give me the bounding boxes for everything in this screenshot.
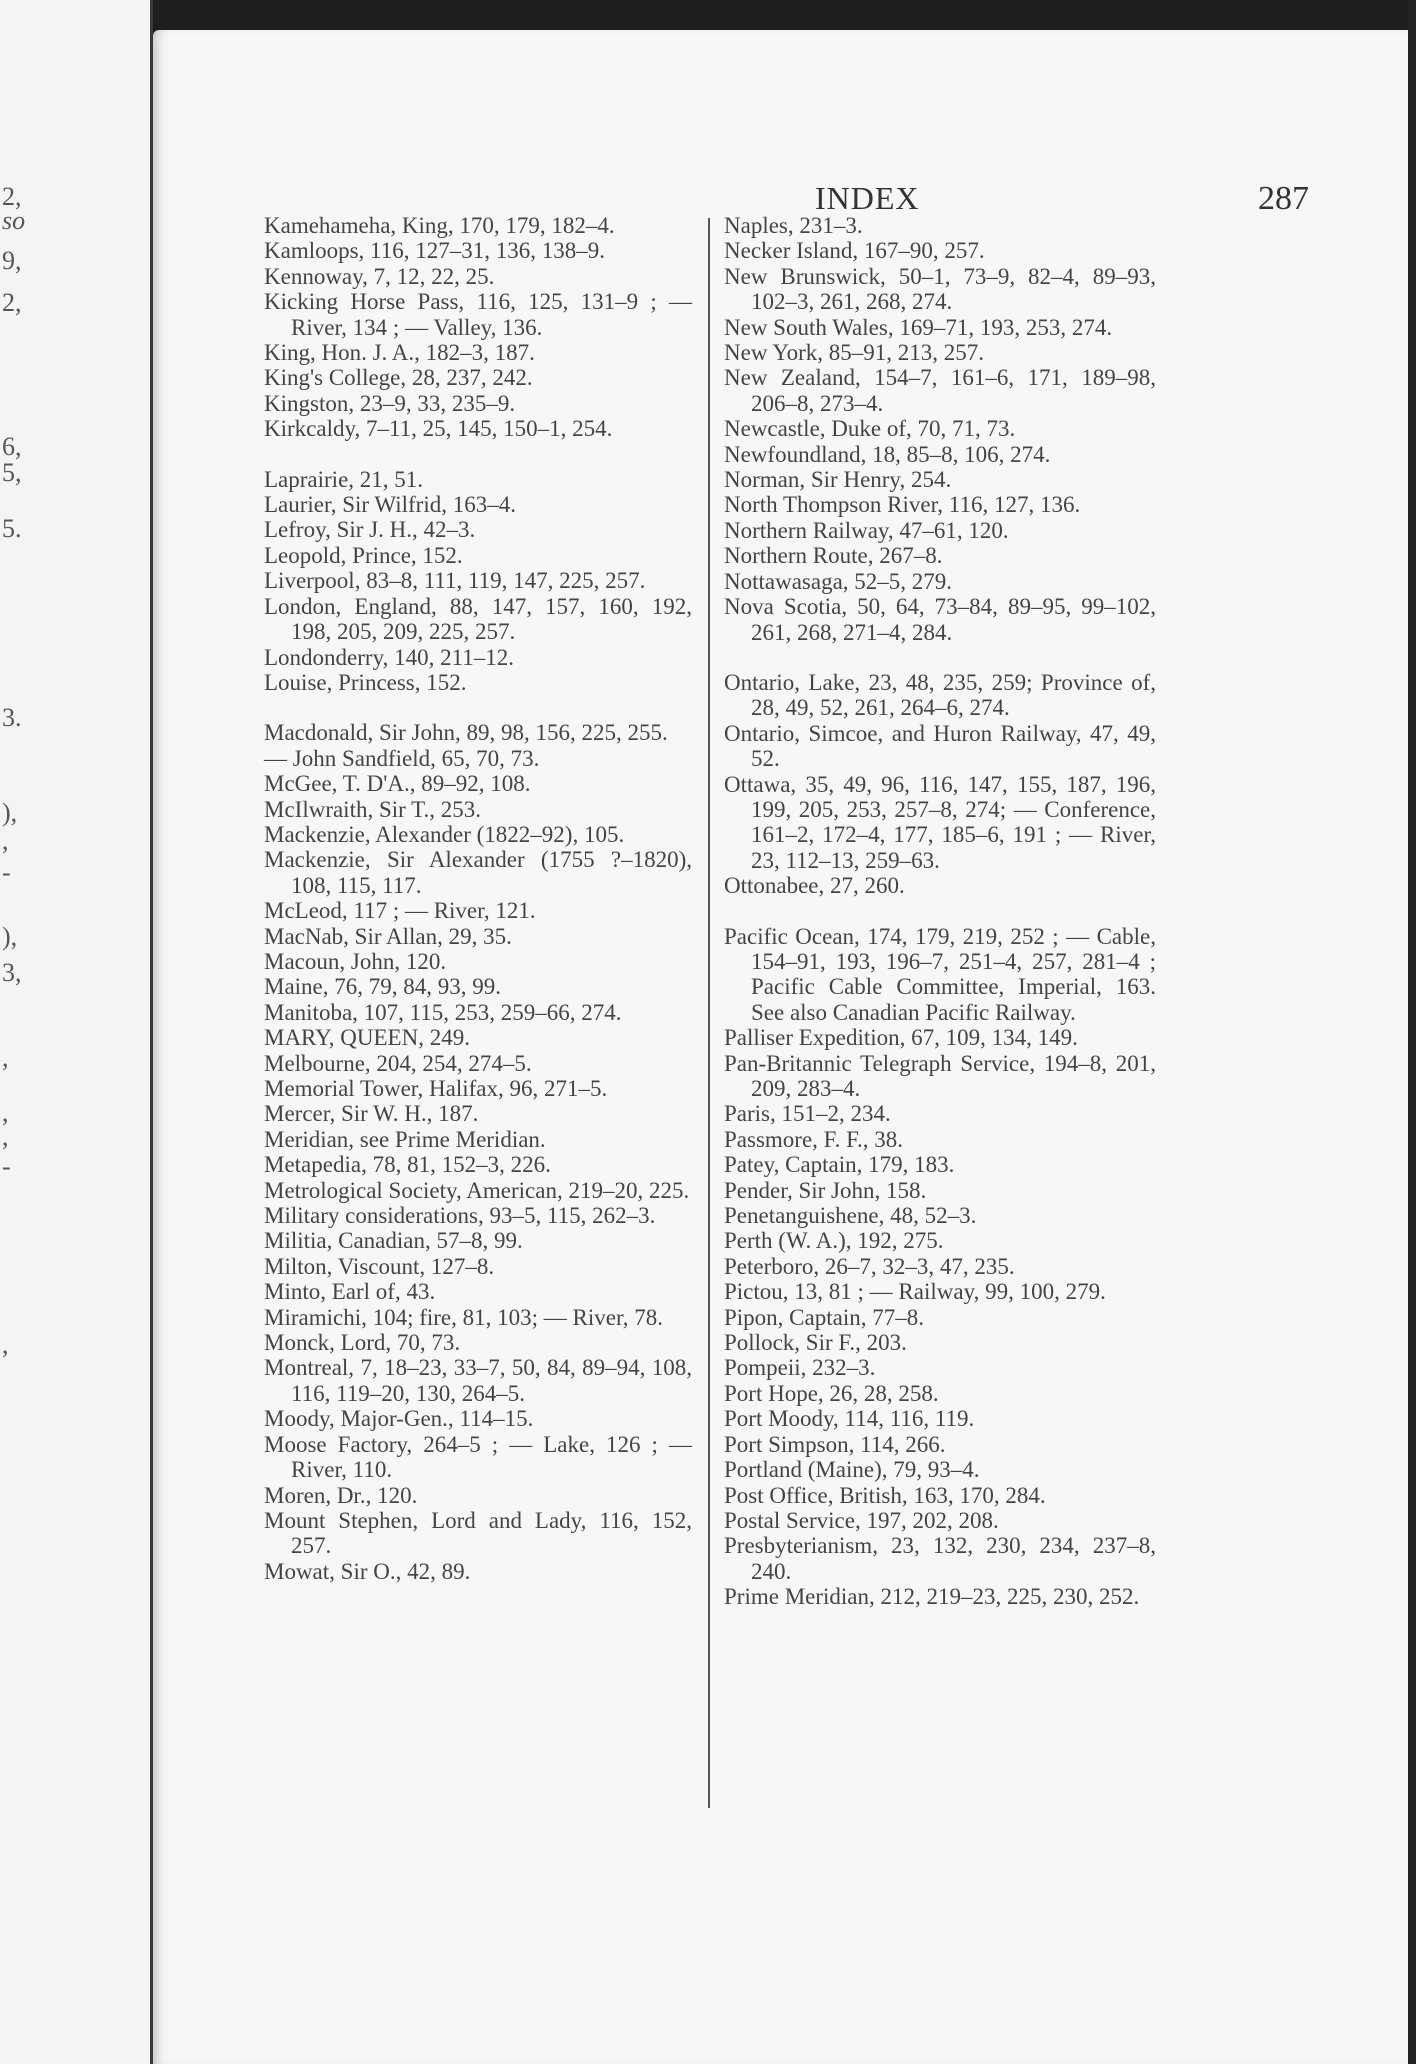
- column-divider: [708, 218, 710, 1808]
- index-entry: King's College, 28, 237, 242.: [264, 365, 533, 391]
- index-entry: Northern Railway, 47–61, 120.: [724, 517, 1009, 543]
- index-entry: Memorial Tower, Halifax, 96, 271–5.: [264, 1076, 608, 1101]
- index-entry: Post Office, British, 163, 170, 284.: [724, 1482, 1046, 1508]
- index-entry: Minto, Earl of, 43.: [264, 1279, 436, 1305]
- previous-page-edge: [0, 0, 153, 2064]
- previous-page-fragment: ,: [2, 1043, 9, 1072]
- index-entry: London, England, 88, 147, 157, 160, 192, 198, 205, 209, 225, 257.: [264, 593, 692, 645]
- index-entry: Ontario, Lake, 23, 48, 235, 259; Province of, 28, 49, 52, 261, 264–6, 274.: [724, 669, 1156, 721]
- index-column-right: [724, 213, 1156, 1610]
- index-entry: Port Simpson, 114, 266.: [724, 1431, 946, 1457]
- index-entry: Pictou, 13, 81 ; — Railway, 99, 100, 279.: [724, 1279, 1106, 1305]
- index-entry: Mackenzie, Sir Alexander (1755 ?–1820), 108, 115, 117.: [264, 847, 692, 898]
- index-entry: MacNab, Sir Allan, 29, 35.: [264, 923, 512, 949]
- previous-page-fragment: ),: [2, 922, 18, 951]
- index-entry: Kicking Horse Pass, 116, 125, 131–9 ; — River, 134 ; — Valley, 136.: [264, 289, 692, 340]
- index-entry: Necker Island, 167–90, 257.: [724, 238, 985, 264]
- index-entry: Newcastle, Duke of, 70, 71, 73.: [724, 416, 1016, 442]
- index-entry: Macdonald, Sir John, 89, 98, 156, 225, 255.: [264, 720, 668, 746]
- index-entry: Port Hope, 26, 28, 258.: [724, 1380, 939, 1406]
- previous-page-fragment: 5.: [2, 514, 22, 543]
- index-entry: Portland (Maine), 79, 93–4.: [724, 1457, 980, 1483]
- index-entry: Passmore, F. F., 38.: [724, 1126, 904, 1152]
- previous-page-fragment: so: [2, 206, 26, 235]
- index-entry: Metapedia, 78, 81, 152–3, 226.: [264, 1152, 551, 1178]
- page-title: INDEX: [815, 180, 920, 216]
- previous-page-fragment: 2,: [2, 288, 22, 317]
- previous-page-fragment: 6,: [2, 432, 22, 461]
- scan-edge: [1408, 0, 1416, 2064]
- index-entry: Pollock, Sir F., 203.: [724, 1330, 907, 1356]
- previous-page-fragment: 3.: [2, 703, 22, 732]
- index-entry: Macoun, John, 120.: [264, 948, 447, 974]
- index-entry: Nova Scotia, 50, 64, 73–84, 89–95, 99–102, 261, 268, 271–4, 284.: [724, 594, 1156, 645]
- index-entry: Port Moody, 114, 116, 119.: [724, 1406, 975, 1432]
- index-entry: Militia, Canadian, 57–8, 99.: [264, 1228, 523, 1254]
- index-entry: Ontario, Simcoe, and Huron Railway, 47, 49, 52.: [724, 720, 1156, 772]
- index-entry: Pipon, Captain, 77–8.: [724, 1304, 924, 1330]
- index-entry: Patey, Captain, 179, 183.: [724, 1152, 955, 1178]
- index-entry: Mercer, Sir W. H., 187.: [264, 1101, 479, 1127]
- index-entry: Ottawa, 35, 49, 96, 116, 147, 155, 187, 196, 199, 205, 253, 257–8, 274; — Conference, 161–2, 172–4, 177, 185–6, 191 ; — River, 23, 112–13, 259–63.: [724, 771, 1156, 873]
- index-entry: Monck, Lord, 70, 73.: [264, 1330, 461, 1356]
- previous-page-fragment: ,: [2, 1122, 9, 1151]
- index-entry: McIlwraith, Sir T., 253.: [264, 796, 481, 822]
- index-entry: Montreal, 7, 18–23, 33–7, 50, 84, 89–94, 108, 116, 119–20, 130, 264–5.: [264, 1355, 692, 1406]
- index-entry: Presbyterianism, 23, 132, 230, 234, 237–8, 240.: [724, 1533, 1156, 1584]
- previous-page-fragment: ,: [2, 826, 9, 855]
- index-entry: Peterboro, 26–7, 32–3, 47, 235.: [724, 1253, 1015, 1279]
- index-entry: Kirkcaldy, 7–11, 25, 145, 150–1, 254.: [264, 416, 613, 442]
- index-entry: Kamloops, 116, 127–31, 136, 138–9.: [264, 238, 605, 264]
- previous-page-fragment: -: [2, 1152, 11, 1181]
- index-entry: Penetanguishene, 48, 52–3.: [724, 1203, 977, 1229]
- previous-page-fragment: ,: [2, 1330, 9, 1359]
- index-entry: Liverpool, 83–8, 111, 119, 147, 225, 257.: [264, 568, 646, 594]
- index-entry: Prime Meridian, 212, 219–23, 225, 230, 252.: [724, 1584, 1140, 1610]
- index-entry: Melbourne, 204, 254, 274–5.: [264, 1050, 532, 1076]
- previous-page-fragment: 3,: [2, 958, 22, 987]
- previous-page-fragment: -: [2, 858, 11, 887]
- index-entry: New South Wales, 169–71, 193, 253, 274.: [724, 314, 1113, 340]
- index-entry: Newfoundland, 18, 85–8, 106, 274.: [724, 441, 1051, 467]
- page-number: 287: [1258, 180, 1309, 217]
- index-entry: Pender, Sir John, 158.: [724, 1177, 927, 1203]
- index-entry: Laprairie, 21, 51.: [264, 466, 424, 492]
- index-entry: Military considerations, 93–5, 115, 262–3.: [264, 1203, 656, 1229]
- index-entry: Postal Service, 197, 202, 208.: [724, 1507, 999, 1533]
- index-entry: Moody, Major-Gen., 114–15.: [264, 1406, 534, 1432]
- index-entry: Perth (W. A.), 192, 275.: [724, 1228, 944, 1254]
- index-entry: Miramichi, 104; fire, 81, 103; — River, 78.: [264, 1304, 663, 1330]
- index-entry: Moose Factory, 264–5 ; — Lake, 126 ; — River, 110.: [264, 1431, 692, 1483]
- index-entry: Kamehameha, King, 170, 179, 182–4.: [264, 213, 615, 238]
- index-entry: Naples, 231–3.: [724, 213, 863, 238]
- index-entry: Norman, Sir Henry, 254.: [724, 467, 952, 493]
- index-entry: Lefroy, Sir J. H., 42–3.: [264, 517, 476, 543]
- index-entry: Maine, 76, 79, 84, 93, 99.: [264, 974, 502, 1000]
- index-entry: Manitoba, 107, 115, 253, 259–66, 274.: [264, 999, 622, 1025]
- index-entry: Milton, Viscount, 127–8.: [264, 1253, 495, 1279]
- previous-page-fragment: ),: [2, 798, 18, 827]
- index-entry: Meridian, see Prime Meridian.: [264, 1126, 546, 1152]
- index-entry: Londonderry, 140, 211–12.: [264, 644, 514, 670]
- previous-page-fragment: 5,: [2, 458, 22, 487]
- index-column-left: [264, 213, 692, 1584]
- index-entry: Moren, Dr., 120.: [264, 1482, 418, 1508]
- index-entry: Pompeii, 232–3.: [724, 1355, 876, 1381]
- index-entry: Kingston, 23–9, 33, 235–9.: [264, 390, 516, 416]
- index-entry: Palliser Expedition, 67, 109, 134, 149.: [724, 1025, 1078, 1051]
- index-entry: Paris, 151–2, 234.: [724, 1101, 891, 1127]
- index-entry: Laurier, Sir Wilfrid, 163–4.: [264, 492, 516, 518]
- index-entry: Leopold, Prince, 152.: [264, 542, 463, 568]
- index-entry: — John Sandfield, 65, 70, 73.: [264, 745, 540, 771]
- index-entry: New York, 85–91, 213, 257.: [724, 340, 985, 366]
- index-entry: Ottonabee, 27, 260.: [724, 873, 905, 899]
- index-entry: New Zealand, 154–7, 161–6, 171, 189–98, 206–8, 273–4.: [724, 365, 1156, 416]
- index-entry: Kennoway, 7, 12, 22, 25.: [264, 263, 495, 289]
- index-entry: King, Hon. J. A., 182–3, 187.: [264, 340, 535, 366]
- index-entry: Mackenzie, Alexander (1822–92), 105.: [264, 821, 625, 847]
- index-entry: North Thompson River, 116, 127, 136.: [724, 492, 1081, 518]
- index-entry: Nottawasaga, 52–5, 279.: [724, 568, 953, 594]
- index-entry: Pan-Britannic Telegraph Service, 194–8, 201, 209, 283–4.: [724, 1050, 1156, 1101]
- index-entry: Pacific Ocean, 174, 179, 219, 252 ; — Cable, 154–91, 193, 196–7, 251–4, 257, 281–4 ; Pacific Cable Committee, Imperial, 163. See also Canadian Pacific Railway.: [724, 923, 1156, 1025]
- previous-page-fragment: ,: [2, 1098, 9, 1127]
- previous-page-fragment: 9,: [2, 246, 22, 275]
- index-entry: New Brunswick, 50–1, 73–9, 82–4, 89–93, 102–3, 261, 268, 274.: [724, 263, 1156, 315]
- index-entry: Louise, Princess, 152.: [264, 669, 467, 695]
- previous-page-fragment: 2,: [2, 182, 22, 211]
- index-entry: McLeod, 117 ; — River, 121.: [264, 898, 536, 924]
- index-entry: Metrological Society, American, 219–20, 225.: [264, 1177, 690, 1203]
- index-entry: McGee, T. D'A., 89–92, 108.: [264, 771, 531, 797]
- index-entry: Mowat, Sir O., 42, 89.: [264, 1558, 471, 1584]
- index-entry: Mount Stephen, Lord and Lady, 116, 152, 257.: [264, 1507, 692, 1559]
- index-entry: Northern Route, 267–8.: [724, 543, 943, 569]
- index-entry: MARY, QUEEN, 249.: [264, 1025, 470, 1051]
